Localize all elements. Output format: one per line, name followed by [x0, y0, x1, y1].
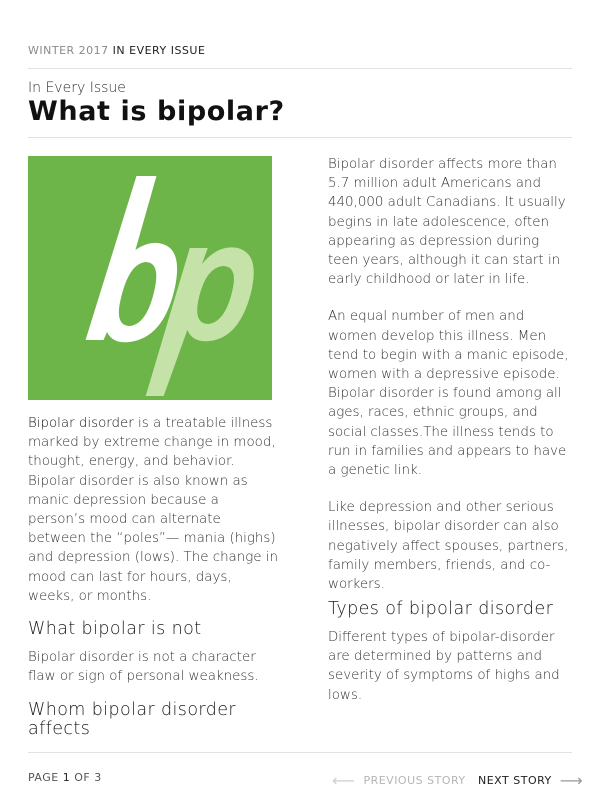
intro-lead: Bipolar disorder	[28, 416, 134, 431]
right-column	[328, 155, 572, 594]
section-name[interactable]: IN EVERY ISSUE	[112, 44, 206, 57]
arrow-left-icon: ⟵	[332, 771, 356, 790]
section-not	[28, 620, 278, 686]
article-kicker: In Every Issue	[28, 80, 126, 96]
next-story-button[interactable]	[478, 771, 583, 790]
section-types	[328, 600, 572, 705]
title-divider	[28, 137, 572, 138]
left-column	[28, 414, 278, 606]
page-indicator	[28, 771, 102, 784]
header-divider	[28, 68, 572, 69]
next-story-label: NEXT STORY	[478, 774, 552, 787]
paragraph-types: Different types of bipolar-disorder are determined by patterns and severity of symptoms of highs and lows.	[328, 630, 560, 703]
issue-season: WINTER 2017	[28, 44, 109, 57]
page-total: OF 3	[74, 771, 102, 784]
paragraph-prevalence: Bipolar disorder affects more than 5.7 million adult Americans and 440,000 adult Canadians. It usually begins in late adolescence, often appearing as depression during teen years, although it can start in early childhood or later in life.	[328, 157, 566, 288]
bp-logo	[28, 156, 272, 400]
breadcrumb	[28, 44, 205, 57]
paragraph-impact: Like depression and other serious illnesses, bipolar disorder can also negatively affect spouses, partners, family members, friends, and co-workers.	[328, 500, 569, 593]
previous-story-label: PREVIOUS STORY	[363, 774, 466, 787]
footer-divider	[28, 752, 572, 753]
section-whom	[28, 701, 278, 739]
intro-paragraph	[28, 414, 278, 606]
heading-what-bipolar-is-not: What bipolar is not	[28, 619, 202, 639]
heading-types: Types of bipolar disorder	[328, 599, 554, 619]
paragraph-demographics: An equal number of men and women develop this illness. Men tend to begin with a manic episode, women with a depressive episode. Bipolar disorder is found among all ages, races, ethnic groups, and social classes.The illness tends to run in families and appears to have a genetic link.	[328, 309, 569, 479]
arrow-right-icon: ⟶	[559, 771, 584, 790]
heading-whom-affects: Whom bipolar disorder affects	[28, 700, 236, 739]
intro-text: is a treatable illness marked by extreme change in mood, thought, energy, and behavior. Bipolar disorder is also known as manic depression because a person’s mood can alternate between the “poles”— mania (highs) and depression (lows). The change in mood can last for hours, days, weeks, or months.	[28, 416, 278, 604]
page-label: PAGE	[28, 771, 59, 784]
paragraph-not: Bipolar disorder is not a character flaw or sign of personal weakness.	[28, 650, 259, 685]
previous-story-button[interactable]	[332, 771, 466, 790]
current-page: 1	[62, 771, 71, 784]
page-title: What is bipolar?	[28, 96, 285, 127]
